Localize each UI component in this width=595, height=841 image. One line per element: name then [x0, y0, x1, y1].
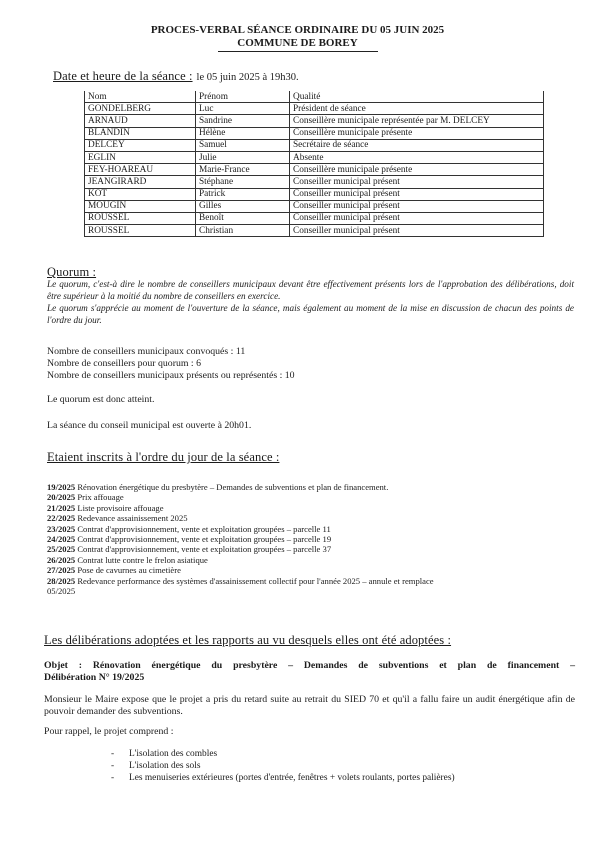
list-item-text: Les menuiseries extérieures (portes d'entrée, fenêtres + volets roulants, portes palières)	[129, 773, 455, 783]
bullet-dash: -	[111, 773, 115, 783]
table-row	[85, 115, 544, 127]
agenda-item-number: 20/2025	[47, 492, 76, 503]
list-item	[111, 760, 455, 772]
member-role: Conseiller municipal présent	[290, 200, 544, 212]
agenda-item-number: 26/2025	[47, 554, 76, 565]
quorum-heading: Quorum :	[47, 265, 97, 279]
agenda-item-text: Contrat d'approvisionnement, vente et exploitation groupées – parcelle 11	[75, 523, 331, 534]
session-date-line	[53, 67, 299, 85]
object-line: Objet : Rénovation énergétique du presbytère – Demandes de subventions et plan de financement –	[44, 660, 575, 671]
member-last-name: MOUGIN	[85, 200, 196, 212]
agenda-item-number: 22/2025	[47, 513, 76, 524]
member-last-name: EGLIN	[85, 151, 196, 163]
agenda-item-number: 27/2025	[47, 565, 76, 576]
agenda-item	[47, 555, 434, 565]
member-last-name: FEY-HOAREAU	[85, 164, 196, 176]
document-title: PROCES-VERBAL SÉANCE ORDINAIRE DU 05 JUIN 2025	[150, 24, 445, 36]
agenda-item	[47, 492, 434, 502]
commune-name: COMMUNE DE BOREY	[237, 37, 358, 49]
list-item-text: L'isolation des combles	[129, 749, 218, 759]
project-list	[111, 748, 455, 784]
list-item	[111, 772, 455, 784]
title-rule	[218, 51, 378, 52]
member-first-name: Stéphane	[196, 176, 290, 188]
header-qualite: Qualité	[290, 91, 544, 103]
agenda-item	[47, 503, 434, 513]
member-last-name: JEANGIRARD	[85, 176, 196, 188]
quorum-timing: Le quorum s'apprécie au moment de l'ouverture de la séance, mais également au moment de la mise en discussion de chacun des points de l'ordre du jour.	[47, 303, 574, 325]
agenda-item-text: Pose de cavurnes au cimetière	[75, 565, 181, 576]
session-date-value: le 05 juin 2025 à 19h30.	[196, 72, 299, 83]
member-role: Absente	[290, 151, 544, 163]
agenda-item-text: Contrat d'approvisionnement, vente et exploitation groupées – parcelle 37	[75, 544, 332, 555]
member-first-name: Marie-France	[196, 164, 290, 176]
bullet-dash: -	[111, 761, 115, 771]
count-required: Nombre de conseillers pour quorum : 6	[47, 358, 201, 369]
agenda-item	[47, 513, 434, 523]
agenda-list	[47, 482, 434, 596]
table-row	[85, 164, 544, 176]
agenda-item	[47, 524, 434, 534]
agenda-item	[47, 576, 434, 586]
member-role: Conseiller municipal présent	[290, 188, 544, 200]
agenda-item-text: Redevance assainissement 2025	[75, 513, 188, 524]
agenda-item	[47, 544, 434, 554]
member-role: Conseiller municipal présent	[290, 212, 544, 224]
session-opening: La séance du conseil municipal est ouverte à 20h01.	[47, 420, 252, 431]
table-row	[85, 225, 544, 237]
table-row	[85, 176, 544, 188]
member-last-name: ROUSSEL	[85, 225, 196, 237]
agenda-item-number: 23/2025	[47, 523, 76, 534]
deliberation-number: Délibération N° 19/2025	[44, 672, 145, 683]
member-first-name: Sandrine	[196, 115, 290, 127]
agenda-item	[47, 534, 434, 544]
list-item	[111, 748, 455, 760]
table-header-row	[85, 91, 544, 103]
member-last-name: KOT	[85, 188, 196, 200]
table-row	[85, 127, 544, 139]
member-first-name: Luc	[196, 103, 290, 115]
member-role: Conseillère municipale présente	[290, 127, 544, 139]
member-first-name: Hélène	[196, 127, 290, 139]
member-role: Président de séance	[290, 103, 544, 115]
member-role: Conseiller municipal présent	[290, 176, 544, 188]
member-last-name: BLANDIN	[85, 127, 196, 139]
quorum-definition: Le quorum, c'est-à dire le nombre de conseillers municipaux devant être effectivement présents lors de l'approbation des délibérations, doit être supérieur à la moitié du nombre de conseillers en exercice.	[47, 279, 574, 301]
member-role: Conseillère municipale représentée par M. DELCEY	[290, 115, 544, 127]
agenda-item-text: Prix affouage	[75, 492, 124, 503]
count-convened: Nombre de conseillers municipaux convoqués : 11	[47, 346, 246, 357]
agenda-item	[47, 482, 434, 492]
table-row	[85, 139, 544, 151]
count-present: Nombre de conseillers municipaux présents ou représentés : 10	[47, 370, 295, 381]
member-last-name: ARNAUD	[85, 115, 196, 127]
agenda-item-number: 25/2025	[47, 544, 76, 555]
member-last-name: GONDELBERG	[85, 103, 196, 115]
member-first-name: Patrick	[196, 188, 290, 200]
agenda-item-text: Liste provisoire affouage	[75, 502, 164, 513]
quorum-reached: Le quorum est donc atteint.	[47, 394, 155, 405]
agenda-item-text: Contrat lutte contre le frelon asiatique	[75, 554, 208, 565]
table-row	[85, 200, 544, 212]
agenda-heading: Etaient inscrits à l'ordre du jour de la séance :	[47, 450, 280, 464]
agenda-item-text: Contrat d'approvisionnement, vente et exploitation groupées – parcelle 19	[75, 534, 332, 545]
table-row	[85, 188, 544, 200]
table-row	[85, 103, 544, 115]
attendance-table	[84, 91, 544, 237]
agenda-item	[47, 565, 434, 575]
session-date-label: Date et heure de la séance :	[53, 69, 193, 83]
agenda-item-number: 21/2025	[47, 502, 76, 513]
agenda-item-number: 24/2025	[47, 534, 76, 545]
agenda-item-continuation: 05/2025	[47, 586, 76, 597]
bullet-dash: -	[111, 749, 115, 759]
member-first-name: Benoît	[196, 212, 290, 224]
member-last-name: ROUSSEL	[85, 212, 196, 224]
header-nom: Nom	[85, 91, 196, 103]
agenda-item-text: Redevance performance des systèmes d'assainissement collectif pour l'année 2025 – annule et remplace	[75, 575, 434, 586]
agenda-item-number: 19/2025	[47, 482, 76, 492]
mayor-statement: Monsieur le Maire expose que le projet a pris du retard suite au retrait du SIED 70 et qu'il a fallu faire un audit énergétique afin de pouvoir demander des subventions.	[44, 694, 575, 717]
member-first-name: Samuel	[196, 139, 290, 151]
member-first-name: Julie	[196, 151, 290, 163]
member-role: Conseiller municipal présent	[290, 225, 544, 237]
agenda-item-text: Rénovation énergétique du presbytère – Demandes de subventions et plan de financement.	[75, 482, 389, 492]
table-row	[85, 212, 544, 224]
member-last-name: DELCEY	[85, 139, 196, 151]
member-role: Secrétaire de séance	[290, 139, 544, 151]
project-recall: Pour rappel, le projet comprend :	[44, 726, 174, 737]
table-row	[85, 151, 544, 163]
list-item-text: L'isolation des sols	[129, 761, 201, 771]
member-first-name: Christian	[196, 225, 290, 237]
member-role: Conseillère municipale présente	[290, 164, 544, 176]
member-first-name: Gilles	[196, 200, 290, 212]
agenda-item-number: 28/2025	[47, 575, 76, 586]
header-prenom: Prénom	[196, 91, 290, 103]
deliberations-heading: Les délibérations adoptées et les rapports au vu desquels elles ont été adoptées :	[44, 633, 452, 647]
